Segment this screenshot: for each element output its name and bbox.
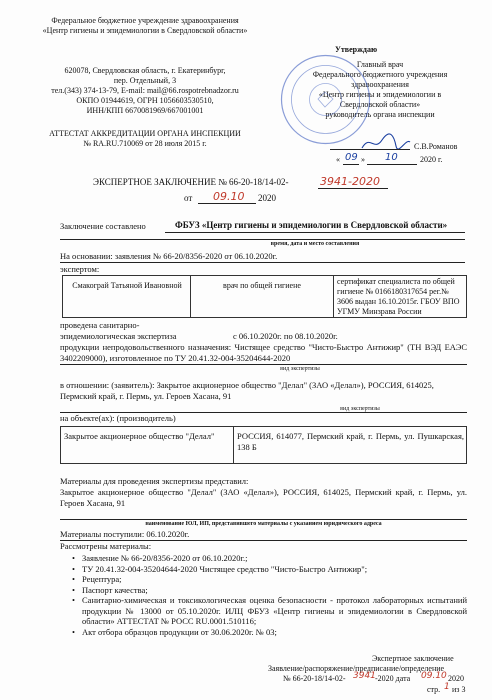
org-phone-email: тел.(343) 374-13-79, E-mail: mail@66.rospotrebnadzor.ru [51,86,239,95]
materials-list-item: • Паспорт качества; [70,585,467,596]
exam-underline [60,364,467,365]
expert-certificate: сертификат специалиста по общей гигиене № 0166180317654 рег.№ 3606 выдан 16.10.2015г. ГБОУ ВПО УГМУ Минзрава России [337,277,460,316]
org-line2: «Центр гигиены и эпидемиологии в Свердловской области» [42,26,248,35]
approval-line2: Федерального бюджетного учреждения [312,70,448,79]
footer-number-handwritten: 3941 [353,671,376,681]
approval-date-open-quote: « [336,155,340,164]
materials-considered: Рассмотрены материалы: [60,541,152,551]
signature-line [330,149,410,150]
approval-month: 10 [385,152,398,163]
approval-signer: С.В.Романов [414,142,458,151]
materials-provider: Закрытое акционерное общество "Делал" (ЗАО «Делал»), РОССИЯ, 614025, Пермский край, г. Пермь, ул. Героев Хасана, 91 [60,487,467,508]
basis-underline [60,262,465,263]
exam-caption: вид экспертизы [280,366,320,372]
expert-table-divider2 [333,275,334,318]
materials-list [70,553,467,637]
org-header [40,16,250,36]
accreditation [40,129,250,149]
footer-page-suffix: из 3 [452,685,466,694]
expert-name: Смакограй Татьяной Ивановной [72,281,182,290]
approval-line6: руководитель органа инспекции [325,110,435,119]
composed-caption: время, дата и место составления [270,241,360,247]
org-address1: 620078, Свердловская область, г. Екатеринбург, [64,66,226,75]
separator-line [60,239,465,240]
approval-title: Утверждаю [335,45,378,54]
manufacturer-address: РОССИЯ, 614077, Пермский край, г. Пермь, ул. Пушкарская, 138 Б [237,431,464,452]
conclusion-date-handwritten: 09.10 [213,190,245,203]
materials-caption: наименование ЮЛ, ИП, представившего материалы с указанием юридического адреса [145,521,382,527]
objects-label: на объекте(ах): (производитель) [60,413,176,423]
conclusion-title: ЭКСПЕРТНОЕ ЗАКЛЮЧЕНИЕ № 66-20-18/14-02- [93,177,289,187]
org-codes1: ОКПО 01944619, ОГРН 1056603530510, [76,96,214,105]
accreditation-title: АТТЕСТАТ АККРЕДИТАЦИИ ОРГАНА ИНСПЕКЦИИ [49,129,241,138]
conclusion-date-year: 2020 [258,193,276,203]
basis-text: На основании: заявления № 66-20/8356-2020 от 06.10.2020г. [60,251,278,261]
manufacturer-name: Закрытое акционерное общество "Делал" [64,431,215,441]
composed-label: Заключение составлено [60,221,146,231]
composed-underline [165,232,465,233]
accreditation-number: № RA.RU.710069 от 28 июля 2015 г. [83,139,207,148]
footer-line2: Заявление/распоряжение/предписание/определение [268,664,445,673]
composed-value: ФБУЗ «Центр гигиены и эпидемиологии в Свердловской области» [175,220,448,230]
official-stamp [278,52,373,147]
conclusion-number-line [318,188,388,189]
footer-page-number: 1 [444,682,450,692]
footer-page-prefix: стр. [427,685,441,694]
expert-table-divider1 [190,275,191,318]
conclusion-number-handwritten: 3941-2020 [320,175,380,188]
applicant-text: в отношении: (заявитель): Закрытое акционерное общество "Делал" (ЗАО «Делал»), РОССИЯ, 614025, Пермский край, г. Пермь, ул. Героев Хасана, 91 [60,380,434,401]
approval-day: 09 [345,152,358,163]
conclusion-date-prefix: от [184,193,193,203]
materials-list-item: • Заявление № 66-20/8356-2020 от 06.10.2020г.; [70,553,467,564]
approval-month-line [367,164,417,165]
materials-list-item: • ТУ 20.41.32-004-35204644-2020 Чистящее средство "Чисто-Быстро Антижир"; [70,564,467,575]
footer-date-handwritten: 09.10 [421,671,447,681]
expert-label: экспертом: [60,264,100,274]
footer-line1: Экспертное заключение [372,654,454,663]
conclusion-date-line [198,203,256,204]
materials-list-item: • Санитарно-химическая и токсикологическая оценка безопасности - протокол лабораторных испытаний продукции № 13000 от 05.10.2020г. ИЛЦ ФБУЗ «Центр гигиены и эпидемиологии в Свердловской области» АТТЕСТАТ № РОСС RU.0001.510116; [70,595,467,627]
manufacturer-table-divider [233,426,234,464]
approval-year: 2020 г. [420,155,443,164]
org-codes2: ИНН/КПП 6670081969/667001001 [86,106,204,115]
exam-product: продукции непродовольственного назначения: Чистящее средство "Чисто-Быстро Антижир" (ТН ВЭД ЕАЭС 3402209000), изготовленное по ТУ 20.41.32-004-35204644-2020 [60,342,467,363]
materials-received: Материалы поступили: 06.10.2020г. [60,529,190,539]
materials-list-item: • Рецептура; [70,574,467,585]
materials-intro: Материалы для проведения экспертизы представил: [60,476,249,486]
footer-number-prefix: № 66-20-18/14-02- [283,674,346,683]
approval-line1: Главный врач [356,60,404,69]
approval-day-line [343,164,359,165]
applicant-caption: вид экспертизы [340,406,380,412]
footer-date-label: -2020 дата [375,674,411,683]
expert-position: врач по общей гигиене [223,281,301,290]
approval-date-close-quote: » [361,155,365,164]
materials-underline [60,519,467,520]
approval-line5: Свердловской области» [339,100,421,109]
org-address2: пер. Отдельный, 3 [113,76,177,85]
exam-line1: проведена санитарно- [60,320,140,330]
materials-list-item: • Акт отбора образцов продукции от 30.06.2020г. № 03; [70,627,467,638]
exam-line2-left: эпидемиологическая экспертиза [60,331,177,341]
approval-line3: здравоохранения [351,80,409,89]
org-contacts [40,66,250,116]
footer-year: 2020 [448,674,464,683]
org-line1: Федеральное бюджетное учреждение здравоохранения [51,16,239,25]
exam-dates: с 06.10.2020г. по 08.10.2020г. [233,331,338,341]
signature-mark [360,132,412,154]
approval-line4: «Центр гигиены и эпидемиологии в [318,90,442,99]
